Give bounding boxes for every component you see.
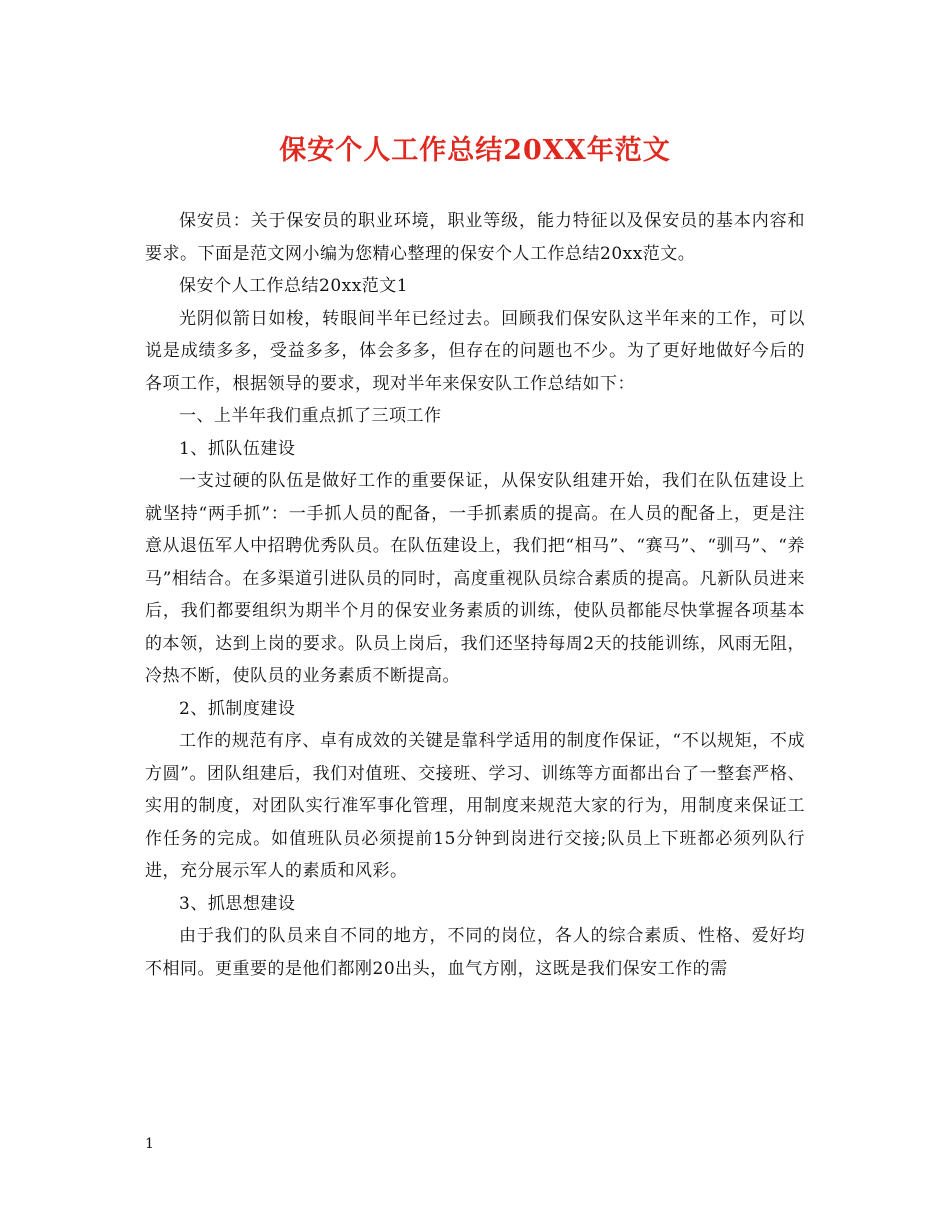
heading-team-building: 1、抓队伍建设 [179,438,296,459]
paragraph-opening: 光阴似箭日如梭，转眼间半年已经过去。回顾我们保安队这半年来的工作，可以说是成绩多多，受益多多，体会多多，但存在的问题也不少。为了更好地做好今后的各项工作，根据领导的要求，现对半年来保安队工作总结如下： [145,308,805,394]
paragraph-ideology-building: 由于我们的队员来自不同的地方，不同的岗位，各人的综合素质、性格、爱好均不相同。更重要的是他们都刚20出头，血气方刚，这既是我们保安工作的需 [145,926,805,979]
heading-system-building: 2、抓制度建设 [179,698,296,719]
page-number: 1 [145,1136,154,1152]
paragraph-team-building: 一支过硬的队伍是做好工作的重要保证，从保安队组建开始，我们在队伍建设上就坚持“两手抓”：一手抓人员的配备，一手抓素质的提高。在人员的配备上，更是注意从退伍军人中招聘优秀队员。在队伍建设上，我们把“相马”、“赛马”、“驯马”、“养马”相结合。在多渠道引进队员的同时，高度重视队员综合素质的提高。凡新队员进来后，我们都要组织为期半个月的保安业务素质的训练，使队员都能尽快掌握各项基本的本领，达到上岗的要求。队员上岗后，我们还坚持每周2天的技能训练，风雨无阻，冷热不断，使队员的业务素质不断提高。 [145,471,805,686]
heading-ideology-building: 3、抓思想建设 [179,893,296,914]
document-title: 保安个人工作总结20XX年范文 [279,135,671,166]
paragraph-section-title: 保安个人工作总结20xx范文1 [179,276,409,296]
document-body [145,205,805,985]
paragraph-intro: 保安员：关于保安员的职业环境，职业等级，能力特征以及保安员的基本内容和要求。下面是范文网小编为您精心整理的保安个人工作总结20xx范文。 [145,211,805,264]
paragraph-system-building: 工作的规范有序、卓有成效的关键是靠科学适用的制度作保证，“不以规矩，不成方圆”。团队组建后，我们对值班、交接班、学习、训练等方面都出台了一整套严格、实用的制度，对团队实行准军事化管理，用制度来规范大家的行为，用制度来保证工作任务的完成。如值班队员必须提前15分钟到岗进行交接;队员上下班都必须列队行进，充分展示军人的素质和风彩。 [145,731,805,881]
heading-part-one: 一、上半年我们重点抓了三项工作 [179,406,442,426]
